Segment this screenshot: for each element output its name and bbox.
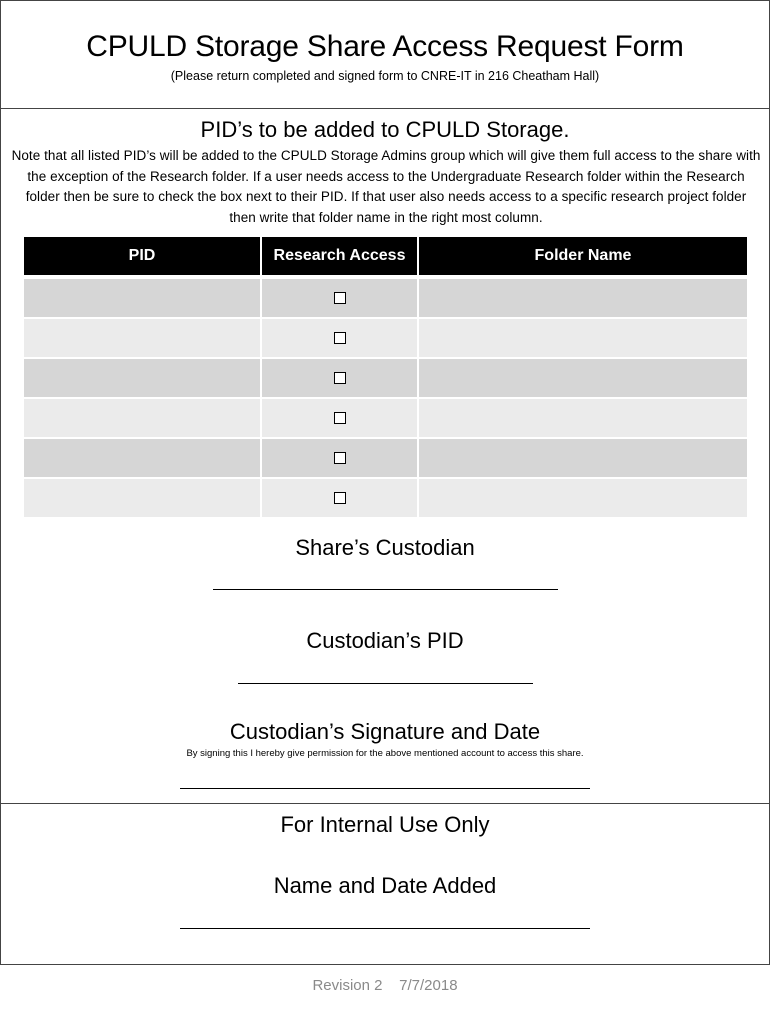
- table-row: [24, 439, 747, 479]
- pid-cell[interactable]: [24, 439, 260, 479]
- column-header-pid: PID: [24, 237, 260, 275]
- pid-section-title: PID’s to be added to CPULD Storage.: [200, 117, 570, 142]
- research-access-checkbox[interactable]: [334, 332, 346, 344]
- folder-name-cell[interactable]: [419, 359, 747, 399]
- folder-name-cell[interactable]: [419, 399, 747, 439]
- signature-block: [1, 719, 769, 759]
- research-access-cell: [262, 319, 417, 359]
- pid-cell[interactable]: [24, 279, 260, 319]
- pid-table-header-row: [24, 237, 747, 275]
- pid-cell[interactable]: [24, 319, 260, 359]
- name-date-label: Name and Date Added: [273, 873, 497, 898]
- signature-line[interactable]: [180, 788, 590, 789]
- custodian-pid-block: [1, 628, 769, 654]
- custodian-pid-label: Custodian’s PID: [306, 628, 464, 653]
- pid-cell[interactable]: [24, 399, 260, 439]
- research-access-cell: [262, 439, 417, 479]
- pid-cell[interactable]: [24, 359, 260, 399]
- folder-name-cell[interactable]: [419, 439, 747, 479]
- research-access-checkbox[interactable]: [334, 372, 346, 384]
- form-subtitle: (Please return completed and signed form to CNRE-IT in 216 Cheatham Hall): [170, 69, 600, 83]
- signature-note: By signing this I hereby give permission for the above mentioned account to access this share.: [186, 748, 584, 759]
- pid-cell[interactable]: [24, 479, 260, 519]
- folder-name-cell[interactable]: [419, 319, 747, 359]
- name-date-block: [1, 873, 769, 899]
- share-custodian-label: Share’s Custodian: [295, 535, 475, 560]
- research-access-checkbox[interactable]: [334, 452, 346, 464]
- revision-footer: Revision 2 7/7/2018: [312, 977, 458, 994]
- signature-label: Custodian’s Signature and Date: [229, 719, 541, 744]
- table-row: [24, 279, 747, 319]
- form-title: CPULD Storage Share Access Request Form: [86, 30, 684, 63]
- research-access-checkbox[interactable]: [334, 412, 346, 424]
- column-header-research-access: Research Access: [262, 237, 417, 275]
- research-access-cell: [262, 359, 417, 399]
- column-header-folder-name: Folder Name: [419, 237, 747, 275]
- name-date-line[interactable]: [180, 928, 590, 929]
- research-access-checkbox[interactable]: [334, 492, 346, 504]
- table-row: [24, 399, 747, 439]
- custodian-pid-line[interactable]: [238, 683, 533, 684]
- internal-use-section: [0, 803, 770, 965]
- table-row: [24, 479, 747, 519]
- pid-section: [0, 107, 770, 804]
- pid-section-note: Note that all listed PID’s will be added to the CPULD Storage Admins group which will give them full access to the share with the exception of the Research folder. If a user needs access to the Undergraduate Research folder within the Research folder then be sure to check the box next to their PID. If that user also needs access to a specific research project folder then write that folder name in the right most column.: [11, 148, 761, 225]
- pid-table: [22, 237, 749, 519]
- research-access-cell: [262, 399, 417, 439]
- share-custodian-line[interactable]: [213, 589, 558, 590]
- form-header: [0, 0, 770, 109]
- table-row: [24, 359, 747, 399]
- internal-use-title: For Internal Use Only: [280, 812, 490, 837]
- share-custodian-block: [1, 535, 769, 561]
- table-row: [24, 319, 747, 359]
- research-access-cell: [262, 479, 417, 519]
- folder-name-cell[interactable]: [419, 279, 747, 319]
- folder-name-cell[interactable]: [419, 479, 747, 519]
- research-access-cell: [262, 279, 417, 319]
- internal-use-title-block: [1, 812, 769, 838]
- research-access-checkbox[interactable]: [334, 292, 346, 304]
